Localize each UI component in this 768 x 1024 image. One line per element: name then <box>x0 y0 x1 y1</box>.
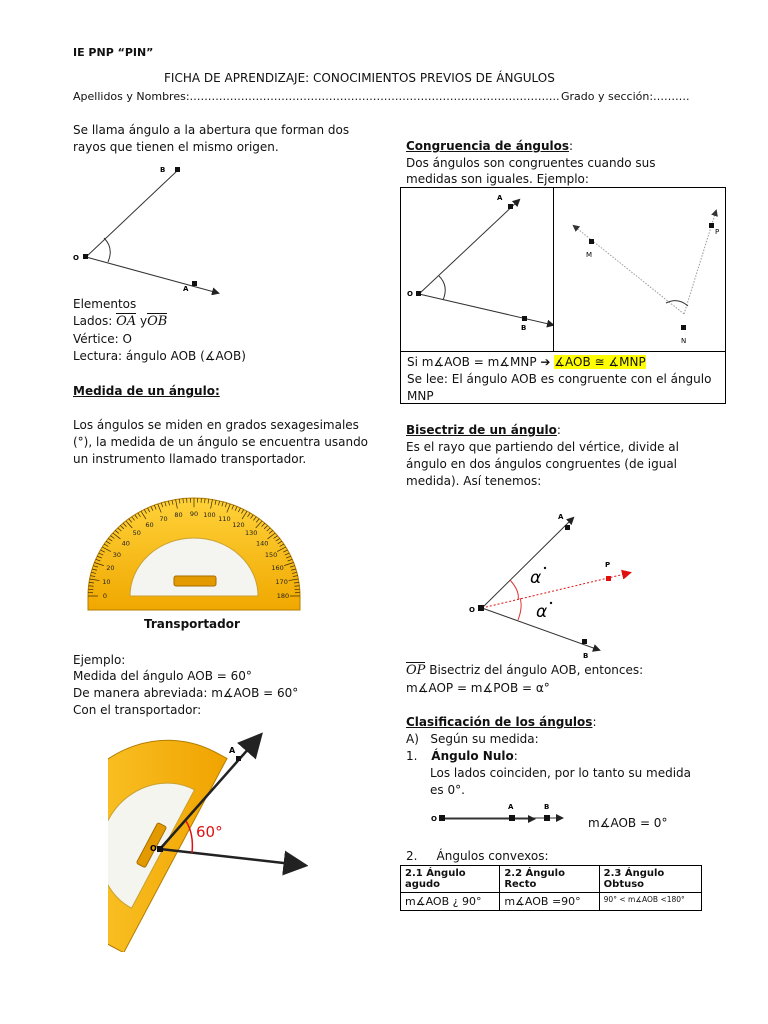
table-row <box>401 893 702 911</box>
protractor-degree-label: 90 <box>189 510 199 518</box>
angle-classification-table <box>400 865 702 911</box>
protractor-measure-figure <box>108 732 308 952</box>
alpha-upper: α <box>530 568 542 588</box>
null-angle-title: Ángulo Nulo <box>431 749 514 763</box>
protractor-degree-label: 110 <box>218 514 231 523</box>
measure-line-1: Los ángulos se miden en grados sexagesimales <box>73 418 359 432</box>
congruence-highlight-aob: ∡AOB ≅ <box>554 355 609 369</box>
side-ob: OB <box>147 314 168 329</box>
protractor-degree-label: 100 <box>203 511 216 520</box>
protractor-slot <box>174 576 216 586</box>
null-angle-colon: : <box>513 749 518 763</box>
bisector-title: Bisectriz de un ángulo <box>406 423 557 437</box>
protractor-degree-label: 130 <box>244 529 258 538</box>
congruence-title: Congruencia de ángulos <box>406 139 570 153</box>
congruence-highlight-mnp: ∡MNP <box>608 355 646 369</box>
congruence-reading: Se lee: El ángulo AOB es congruente con el ángulo MNP <box>407 372 712 403</box>
name-line: Apellidos y Nombres:……………………………………………………………………………………….. <box>73 90 560 103</box>
measure-line-2: (°), la medida de un ángulo se encuentra usando <box>73 435 369 449</box>
bisector-line-1: Es el rayo que partiendo del vértice, divide al <box>406 440 679 454</box>
alpha-lower: α <box>536 602 548 622</box>
point-a-marker <box>192 281 197 286</box>
label-a-null: A <box>508 803 514 811</box>
protractor-degree-label: 140 <box>255 539 269 548</box>
congruence-line-2: medidas son iguales. Ejemplo: <box>406 172 589 186</box>
congruence-heading <box>406 138 573 155</box>
null-angle-heading <box>406 748 518 765</box>
classification-heading <box>406 714 596 731</box>
bisector-equation: m∡AOP = m∡POB = α° <box>406 681 550 695</box>
label-o-bisector: O <box>469 606 475 614</box>
label-o-null: O <box>431 815 437 823</box>
congruence-statement-pre: Si m∡AOB = m∡MNP ➔ <box>407 355 555 369</box>
table-header-row <box>401 866 702 893</box>
label-o-measure: O <box>150 844 157 853</box>
label-b-bisector: B <box>583 652 589 660</box>
label-m: M <box>586 251 593 259</box>
protractor-degree-label: 170 <box>275 577 288 586</box>
protractor-degree-label: 0 <box>102 592 108 600</box>
elements-title: Elementos <box>73 297 137 311</box>
angle-value-label: 60° <box>196 823 223 841</box>
label-n: N <box>681 337 687 345</box>
reading-line: Lectura: ángulo AOB (∡AOB) <box>73 349 246 363</box>
protractor-degree-label: 40 <box>121 539 130 548</box>
protractor-degree-label: 10 <box>102 577 111 586</box>
protractor-degree-label: 150 <box>264 551 278 559</box>
by-measure-line: A) Según su medida: <box>406 732 539 746</box>
label-b-null: B <box>544 803 550 811</box>
label-a: A <box>183 285 189 293</box>
congruence-colon: : <box>569 139 574 153</box>
protractor-caption: Transportador <box>144 617 240 631</box>
null-angle-line-1: Los lados coinciden, por lo tanto su medida <box>430 766 692 780</box>
measure-line-3: un instrumento llamado transportador. <box>73 452 307 466</box>
protractor-degree-label: 160 <box>271 563 284 572</box>
vertex-line: Vértice: O <box>73 332 132 346</box>
bisector-statement: Bisectriz del ángulo AOB, entonces: <box>429 663 644 677</box>
table-cell: 90° < m∡AOB <180° <box>599 893 701 911</box>
ray-ob-measure <box>160 849 301 865</box>
protractor-degree-label: 60 <box>145 520 154 529</box>
protractor-degree-label: 20 <box>106 563 115 572</box>
classification-colon: : <box>592 715 597 729</box>
label-p-bisector: P <box>605 561 611 569</box>
congruence-box <box>400 187 726 404</box>
vertex-point <box>83 254 88 259</box>
bisector-heading <box>406 422 561 439</box>
ray-ob <box>86 170 178 257</box>
convex-title: 2. Ángulos convexos: <box>406 849 549 863</box>
null-angle-number: 1. <box>406 749 418 763</box>
label-o-congruent: O <box>407 290 413 298</box>
protractor-degree-label: 120 <box>232 520 245 529</box>
classification-title: Clasificación de los ángulos <box>406 715 593 729</box>
protractor-degree-label: 80 <box>174 511 183 520</box>
bisector-line-3: medida). Así tenemos: <box>406 474 542 488</box>
ray-oa-bisector <box>482 518 573 608</box>
table-header-cell: 2.1 Ángulo agudo <box>401 866 500 893</box>
table-header-cell: 2.2 Ángulo Recto <box>500 866 599 893</box>
example-line-2: De manera abreviada: m∡AOB = 60° <box>73 686 299 700</box>
protractor-degree-label: 180 <box>276 592 290 600</box>
bisector-statement-line <box>406 662 643 679</box>
bisector-figure <box>462 505 642 660</box>
school-name: IE PNP “PIN” <box>73 46 154 59</box>
label-a-congruent: A <box>497 194 503 202</box>
label-a-bisector: A <box>558 513 564 521</box>
protractor-degree-label: 50 <box>132 529 141 538</box>
bisector-colon: : <box>556 423 561 437</box>
label-a-measure: A <box>229 746 236 755</box>
side-oa: OA <box>116 314 137 329</box>
definition-line-2: rayos que tienen el mismo origen. <box>73 140 279 154</box>
congruence-statement <box>407 354 646 371</box>
definition-line-1: Se llama ángulo a la abertura que forman dos <box>73 123 350 137</box>
angle-arc <box>104 238 110 262</box>
table-cell: m∡AOB =90° <box>500 893 599 911</box>
protractor-degree-label: 70 <box>159 514 168 523</box>
point-b-marker <box>175 167 180 172</box>
label-b-congruent: B <box>521 324 527 332</box>
label-b: B <box>160 166 166 174</box>
page-title: FICHA DE APRENDIZAJE: CONOCIMIENTOS PREVIOS DE ÁNGULOS <box>164 71 555 85</box>
null-angle-measure: m∡AOB = 0° <box>588 816 668 830</box>
angle-aob-figure <box>401 188 553 351</box>
congruence-divider-horizontal <box>401 351 725 352</box>
protractor-image <box>82 492 306 618</box>
sides-mid: y <box>136 314 148 328</box>
example-label: Ejemplo: <box>73 653 126 667</box>
table-header-cell: 2.3 Ángulo Obtuso <box>599 866 701 893</box>
congruence-line-1: Dos ángulos son congruentes cuando sus <box>406 156 656 170</box>
null-angle-figure <box>428 798 568 828</box>
ray-oa <box>86 257 218 293</box>
protractor-degree-label: 30 <box>112 551 122 559</box>
bisector-ray-op: OP <box>406 663 426 678</box>
bisector-line-2: ángulo en dos ángulos congruentes (de igual <box>406 457 678 471</box>
label-o: O <box>73 254 79 262</box>
angle-mnp-figure <box>554 188 725 351</box>
null-angle-line-2: es 0°. <box>430 783 465 797</box>
angle-figure <box>70 160 230 295</box>
sides-prefix: Lados: <box>73 314 117 328</box>
grade-line: Grado y sección:………. <box>561 90 690 103</box>
table-cell: m∡AOB ¿ 90° <box>401 893 500 911</box>
sides-line <box>73 313 167 330</box>
example-line-3: Con el transportador: <box>73 703 202 717</box>
example-line-1: Medida del ángulo AOB = 60° <box>73 669 252 683</box>
label-p: P <box>715 228 720 236</box>
measure-title: Medida de un ángulo: <box>73 384 220 398</box>
